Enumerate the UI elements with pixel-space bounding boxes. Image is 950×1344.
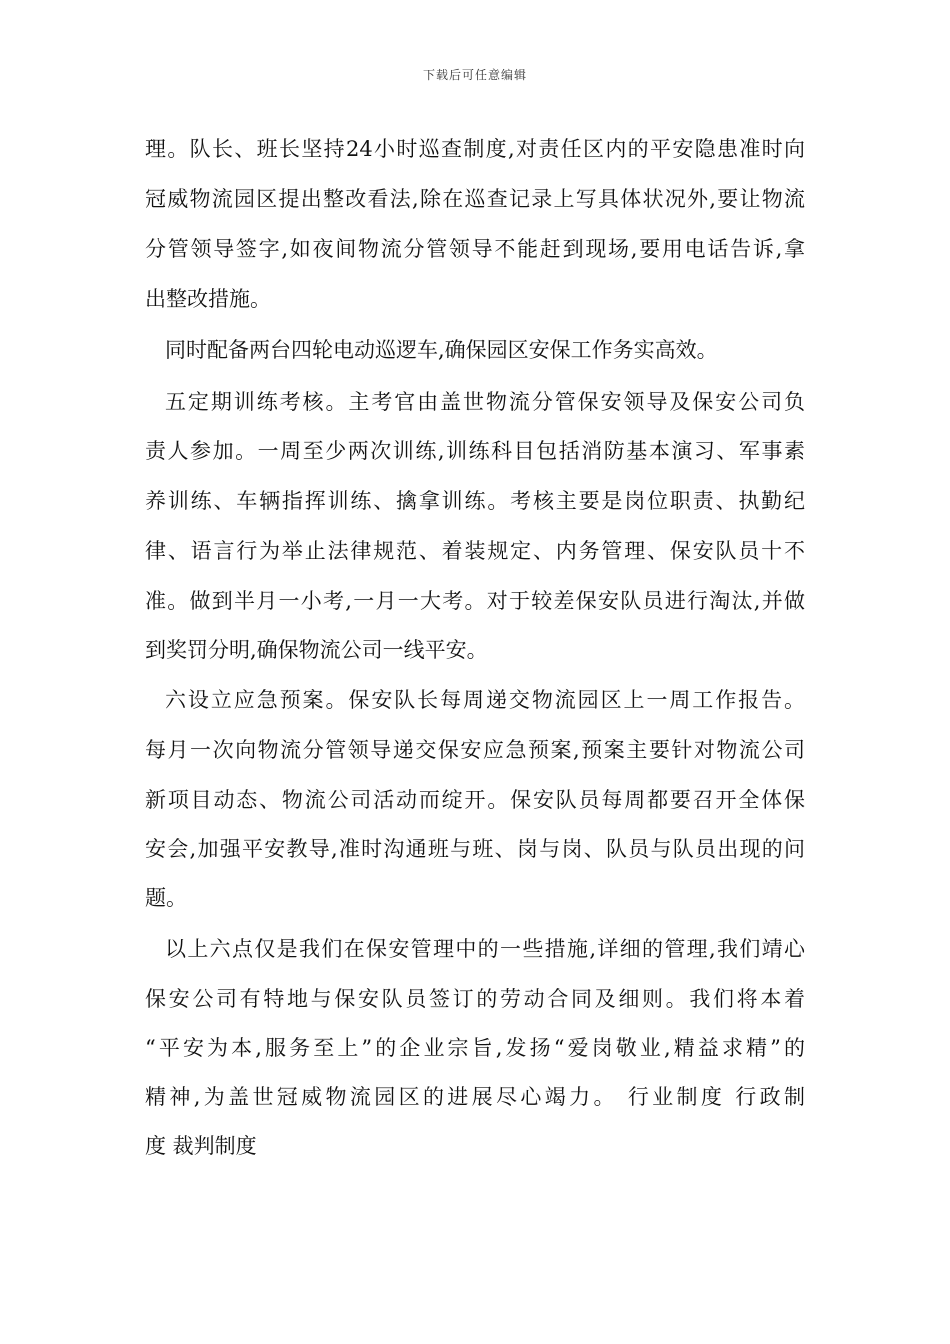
body-line-10: 准。做到半月一小考,一月一大考。对于较差保安队员进行淘汰,并做 bbox=[145, 589, 805, 613]
page-header: 下载后可任意编辑 bbox=[422, 68, 527, 82]
body-line-6: 五定期训练考核。主考官由盖世物流分管保安领导及保安公司负 bbox=[165, 390, 805, 414]
body-line-7: 责人参加。一周至少两次训练,训练科目包括消防基本演习、军事素 bbox=[145, 439, 805, 463]
body-line-8: 养训练、车辆指挥训练、擒拿训练。考核主要是岗位职责、执勤纪 bbox=[145, 489, 805, 513]
body-line-16: 题。 bbox=[145, 886, 187, 910]
body-line-21: 度 裁判制度 bbox=[145, 1134, 257, 1158]
body-line-9: 律、语言行为举止法律规范、着装规定、内务管理、保安队员十不 bbox=[145, 539, 805, 563]
body-line-5: 同时配备两台四轮电动巡逻车,确保园区安保工作务实高效。 bbox=[165, 338, 718, 362]
body-line-12: 六设立应急预案。保安队长每周递交物流园区上一周工作报告。 bbox=[165, 688, 805, 712]
body-line-4: 出整改措施。 bbox=[145, 287, 271, 311]
body-line-1: 理。队长、班长坚持24小时巡查制度,对责任区内的平安隐患准时向 bbox=[145, 137, 805, 161]
body-line-17: 以上六点仅是我们在保安管理中的一些措施,详细的管理,我们靖心 bbox=[165, 937, 805, 961]
body-line-13: 每月一次向物流分管领导递交保安应急预案,预案主要针对物流公司 bbox=[145, 738, 805, 762]
body-line-19: “平安为本,服务至上”的企业宗旨,发扬“爱岗敬业,精益求精”的 bbox=[145, 1036, 805, 1060]
body-line-2: 冠威物流园区提出整改看法,除在巡查记录上写具体状况外,要让物流 bbox=[145, 187, 805, 211]
body-line-14: 新项目动态、物流公司活动而绽开。保安队员每周都要召开全体保 bbox=[145, 788, 805, 812]
body-line-3: 分管领导签字,如夜间物流分管领导不能赶到现场,要用电话告诉,拿 bbox=[145, 237, 805, 261]
body-line-18: 保安公司有特地与保安队员签订的劳动合同及细则。我们将本着 bbox=[145, 987, 805, 1011]
body-line-15: 安会,加强平安教导,准时沟通班与班、岗与岗、队员与队员出现的问 bbox=[145, 837, 805, 861]
body-line-20: 精神,为盖世冠威物流园区的进展尽心竭力。 行业制度 行政制 bbox=[145, 1085, 805, 1109]
body-line-11: 到奖罚分明,确保物流公司一线平安。 bbox=[145, 638, 488, 662]
